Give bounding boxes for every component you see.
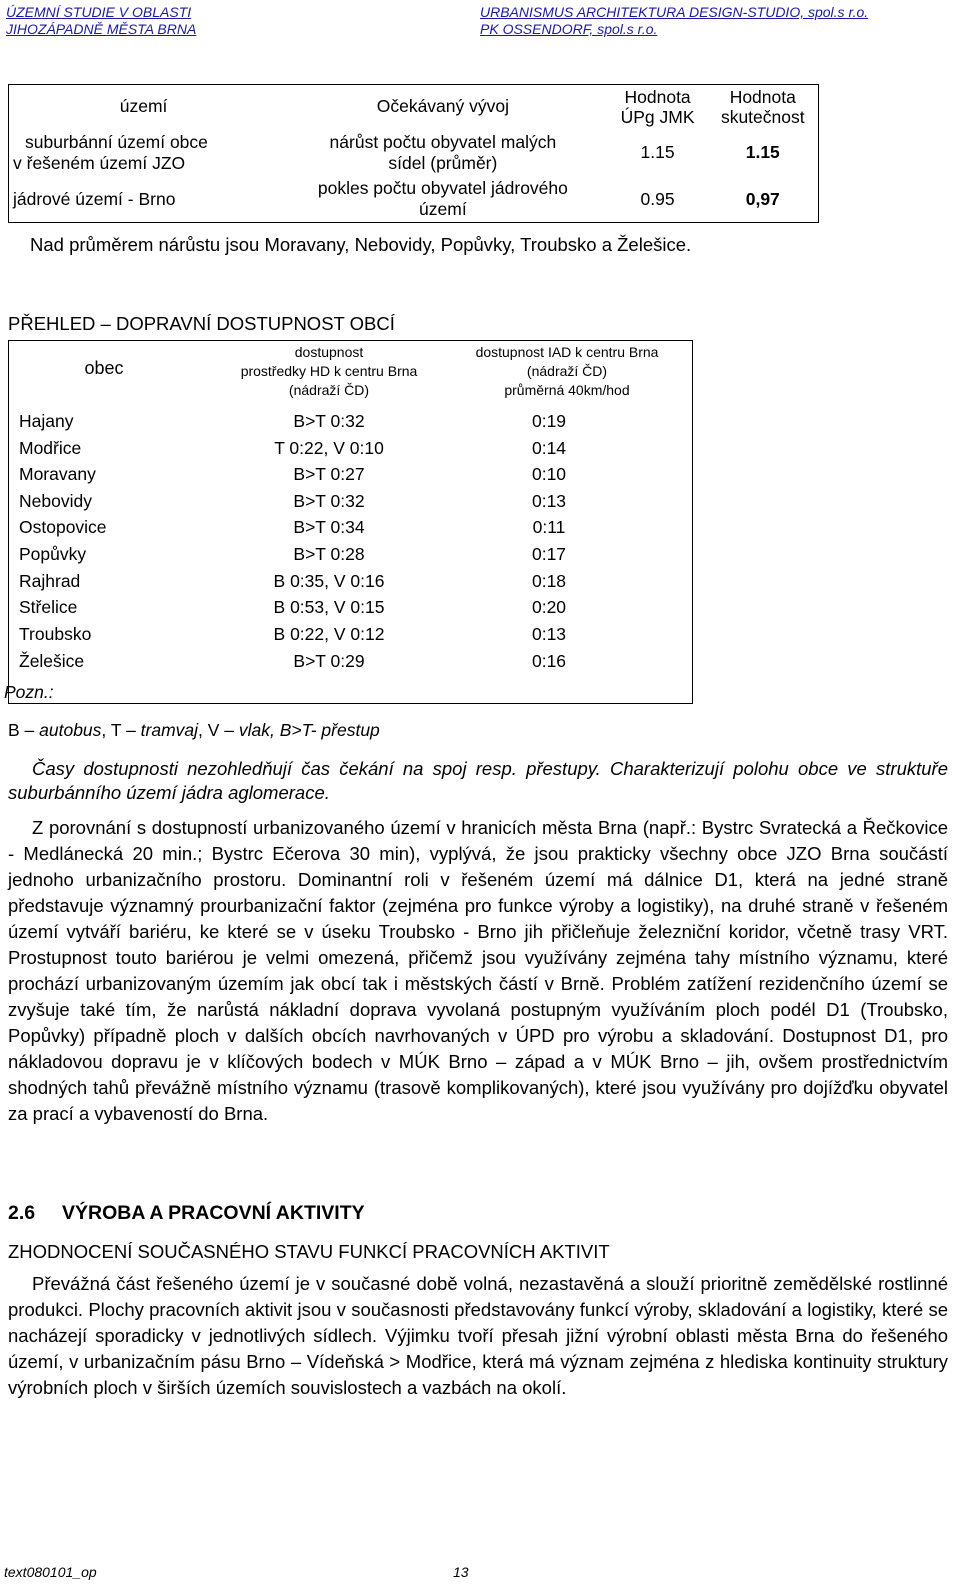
col-uzemi: území — [119, 96, 168, 117]
transport-legend: B – autobus, T – tramvaj, V – vlak, B>T- přestup — [8, 720, 380, 740]
header-left[interactable] — [6, 4, 196, 38]
section-heading: 2.6 VÝROBA A PRACOVNÍ AKTIVITY — [8, 1202, 365, 1224]
transport-title: PŘEHLED – DOPRAVNÍ DOSTUPNOST OBCÍ — [8, 313, 395, 334]
footer-page-number: 13 — [453, 1564, 469, 1580]
col-vyvoj: Očekávaný vývoj — [376, 96, 510, 117]
transport-table: obec dostupnost prostředky HD k centru Brna (nádraží ČD) dostupnost IAD k centru Brna (nádraží ČD) průměrná 40km/hod Hajany B>T 0:32 0:19 Modřice T 0:22, V 0:10 0:14 Moravany B>T 0:27 0:10 Nebovidy B>T 0:32 0:13 Ostopovice B>T 0:34 0:11 Popůvky B>T 0:28 0:17 Rajhrad B 0:35, V 0:16 0:18 Střelice B 0:53, V 0:15 0:20 Troubsko B 0:22, V 0:12 0:13 Želešice B>T 0:29 0:16 — [8, 340, 693, 704]
population-trend-table — [8, 84, 819, 223]
row-trend: pokles počtu obyvatel jádrového území — [317, 178, 568, 220]
row-actual: 0,97 — [745, 188, 780, 209]
header-left-line2: JIHOZÁPADNĚ MĚSTA BRNA — [6, 21, 197, 37]
row-trend: nárůst počtu obyvatel malých sídel (průměr) — [329, 131, 557, 173]
row-area: jádrové území - Brno — [13, 188, 176, 209]
row-area: suburbánní území obce v řešeném území JZO — [13, 131, 208, 173]
section-subheading: ZHODNOCENÍ SOUČASNÉHO STAVU FUNKCÍ PRACOVNÍCH AKTIVIT — [8, 1241, 610, 1262]
header-right-line2: PK OSSENDORF, spol.s r.o. — [480, 21, 658, 37]
pozn-label: Pozn.: — [4, 682, 54, 702]
col-obec: obec — [84, 358, 124, 378]
header-right[interactable] — [480, 4, 868, 38]
body-paragraph-1: Z porovnání s dostupností urbanizovaného území v hranicích města Brna (např.: Bystrc Svratecká a Řečkovice - Medlánecká 20 min.; Bystrc Ečerova 30 min), vyplývá, že jsou prakticky všechny obce JZO Brna součástí jednoho urbanizačního prostoru. Dominantní roli v řešeném území má dálnice D1, která na jedné straně představuje významný prourbanizační faktor (zejména pro funkce výroby a logistiky), na druhé straně v řešeném území vytváří bariéru, ke které se v úseku Troubsko - Brno jih přičleňuje železniční koridor, včetně trasy VRT. Prostupnost touto bariérou je velmi omezená, přičemž jsou využívány zejména tahy místního významu, které prochází urbanizovaným územím jak obcí tak i městských částí v Brně. Problém zatížení rezidenčního území se zvyšuje také tím, že narůstá nákladní doprava vyvolaná postupným využíváním ploch podél D1 (Troubsko, Popůvky) případně ploch v dalších obcích navrhovaných v ÚPD pro výrobu a skladování. Dostupnost D1, pro nákladovou dopravu je v klíčových bodech v MÚK Brno – západ a v MÚK Brno – jih, ovšem prostřednictvím shodných tahů převážně místního významu (trasově komplikovaných), které jsou využívány pro dojížďku obyvatel za prací a vybaveností do Brna. — [8, 817, 948, 1124]
table-row — [9, 129, 819, 177]
col-upg: Hodnota ÚPg JMK — [620, 86, 695, 127]
header-left-line1: ÚZEMNÍ STUDIE V OBLASTI — [6, 4, 192, 20]
col-hd: dostupnost prostředky HD k centru Brna (nádraží ČD) — [240, 344, 418, 398]
table-row — [9, 177, 819, 223]
transport-note: Časy dostupnosti nezohledňují čas čekání na spoj resp. přestupy. Charakterizují polohu obce ve struktuře suburbánního území jádra aglomerace. — [8, 758, 948, 803]
row-upg: 0.95 — [640, 188, 675, 209]
body-paragraph-2: Převážná část řešeného území je v současné době volná, nezastavěná a slouží prioritně zemědělské rostlinné produkci. Plochy pracovních aktivit jsou v současnosti představovány funkcí výroby, skladování a logistiky, které se nacházejí sporadicky v jednotlivých sídlech. Výjimku tvoří přesah jižní výrobní oblasti města Brna do řešeného území, v urbanizačním pásu Brno – Vídeňská > Modřice, která má význam zejména z hlediska kontinuity struktury výrobních ploch v širších územích souvislostech a vazbách na okolí. — [8, 1273, 948, 1398]
row-actual: 1.15 — [745, 142, 780, 162]
header-right-line1: URBANISMUS ARCHITEKTURA DESIGN-STUDIO, spol.s r.o. — [480, 4, 869, 20]
footer-doc-id: text080101_op — [4, 1564, 97, 1580]
row-upg: 1.15 — [640, 142, 675, 162]
col-iad: dostupnost IAD k centru Brna (nádraží ČD) průměrná 40km/hod — [475, 344, 659, 398]
col-skutecnost: Hodnota skutečnost — [720, 86, 805, 127]
growth-note: Nad průměrem nárůstu jsou Moravany, Nebovidy, Popůvky, Troubsko a Želešice. — [30, 234, 692, 255]
table-header-row — [9, 85, 819, 129]
